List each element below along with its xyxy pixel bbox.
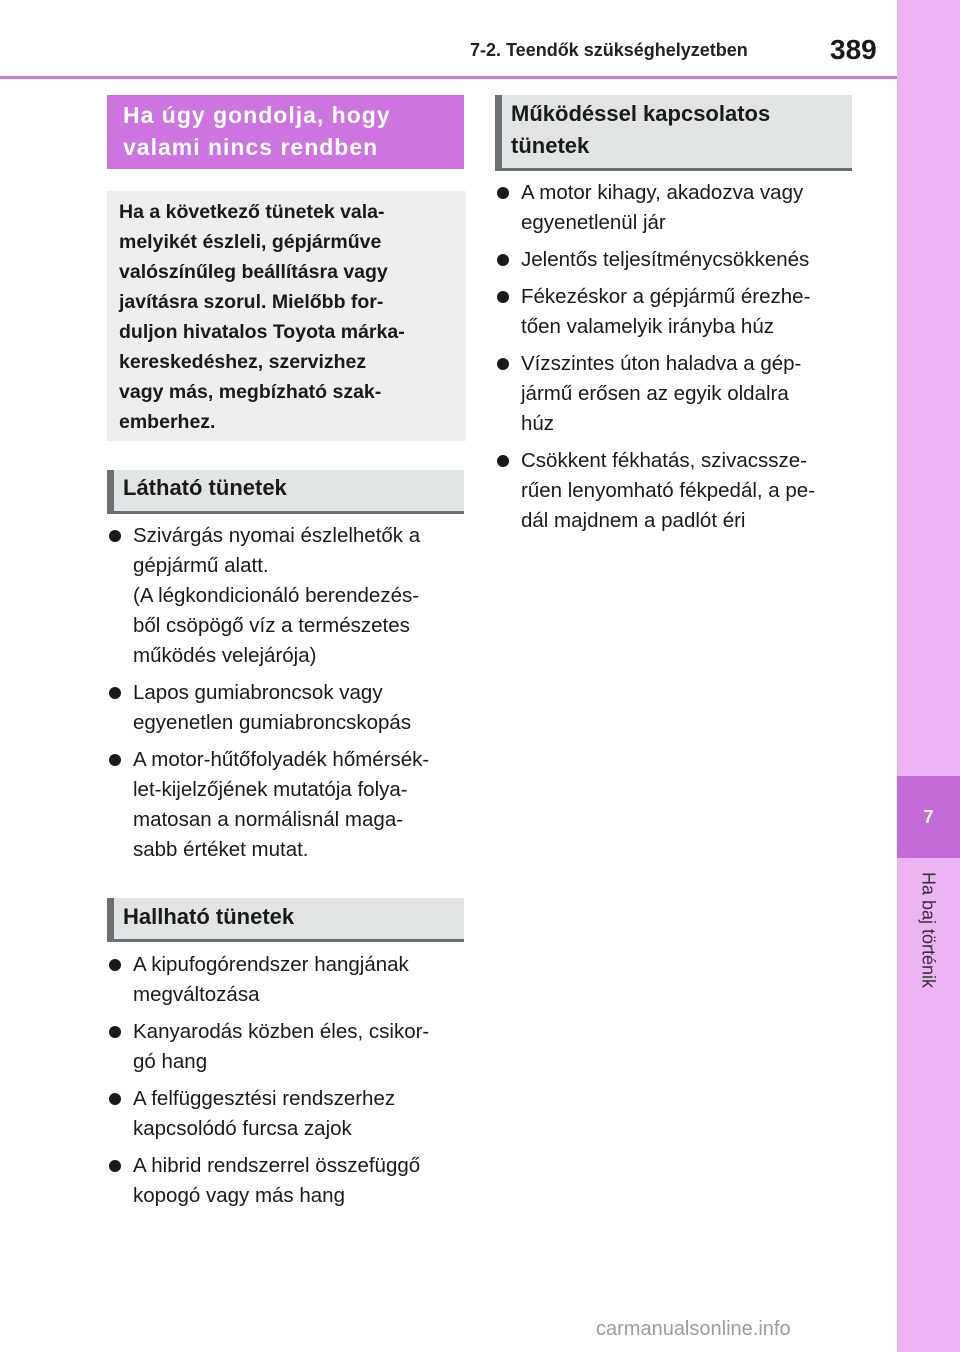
- intro-note: [107, 191, 466, 441]
- list-item-line: matosan a normálisnál maga-: [133, 808, 404, 831]
- audible-symptoms-list: [108, 950, 458, 1218]
- list-item-line: gépjármű alatt.: [133, 554, 269, 577]
- list-item-line: A kipufogórendszer hangjának: [133, 953, 409, 976]
- list-item-line: let-kijelzőjének mutatója folya-: [133, 778, 408, 801]
- chapter-side-tab: [897, 0, 960, 1352]
- list-item-line: Szivárgás nyomai észlelhetők a: [133, 524, 421, 547]
- intro-line: kereskedéshez, szervizhez: [119, 351, 367, 373]
- list-item: [108, 1017, 458, 1077]
- intro-line: melyikét észleli, gépjárműve: [119, 231, 382, 253]
- list-item-line: Jelentős teljesítménycsökkenés: [521, 248, 810, 271]
- list-item-line: (A légkondicionáló berendezés-: [133, 584, 420, 607]
- list-item-line: kapcsolódó furcsa zajok: [133, 1117, 352, 1140]
- list-item-line: megváltozása: [133, 983, 260, 1006]
- list-item-line: rűen lenyomható fékpedál, a pe-: [521, 479, 816, 502]
- list-item-line: egyenetlenül jár: [521, 211, 666, 234]
- list-item: [108, 678, 458, 738]
- list-item: [496, 245, 846, 275]
- list-item-line: egyenetlen gumiabroncskopás: [133, 711, 412, 734]
- intro-line: vagy más, megbízható szak-: [119, 381, 382, 403]
- list-item-line: Fékezéskor a gépjármű érezhe-: [521, 285, 811, 308]
- list-item: [108, 521, 458, 671]
- intro-line: emberhez.: [119, 411, 216, 433]
- list-item-line: ből csöpögő víz a természetes: [133, 614, 410, 637]
- list-item: [496, 282, 846, 342]
- watermark-link[interactable]: carmanualsonline.info: [596, 1318, 791, 1340]
- list-item: [496, 446, 846, 536]
- intro-line: duljon hivatalos Toyota márka-: [119, 321, 405, 343]
- list-item: [496, 178, 846, 238]
- list-item: [108, 950, 458, 1010]
- operation-symptoms-list: [496, 178, 846, 543]
- list-item: [108, 745, 458, 865]
- list-item-line: A hibrid rendszerrel összefüggő: [133, 1154, 421, 1177]
- list-item-line: húz: [521, 412, 555, 435]
- list-item-line: A motor-hűtőfolyadék hőmérsék-: [133, 748, 430, 771]
- list-item: [108, 1151, 458, 1211]
- list-item-line: jármű erősen az egyik oldalra: [521, 382, 789, 405]
- header-divider: [0, 76, 897, 79]
- list-item-line: tően valamelyik irányba húz: [521, 315, 774, 338]
- operation-symptoms-heading: [495, 95, 852, 171]
- main-heading-line: valami nincs rendben: [123, 134, 379, 160]
- list-item-line: sabb értéket mutat.: [133, 838, 309, 861]
- page-number: 389: [830, 34, 877, 65]
- list-item-line: Csökkent fékhatás, szivacssze-: [521, 449, 807, 472]
- intro-line: valószínűleg beállításra vagy: [119, 261, 388, 283]
- chapter-number: 7: [897, 776, 960, 858]
- list-item-line: Kanyarodás közben éles, csikor-: [133, 1020, 430, 1043]
- list-item-line: Vízszintes úton haladva a gép-: [521, 352, 802, 375]
- list-item-line: kopogó vagy más hang: [133, 1184, 345, 1207]
- intro-line: Ha a következő tünetek vala-: [119, 201, 385, 223]
- list-item-line: Lapos gumiabroncsok vagy: [133, 681, 383, 704]
- list-item-line: A motor kihagy, akadozva vagy: [521, 181, 804, 204]
- list-item-line: működés velejárója): [133, 644, 317, 667]
- main-heading: [107, 95, 464, 169]
- list-item-line: A felfüggesztési rendszerhez: [133, 1087, 396, 1110]
- chapter-title: Ha baj történik: [918, 872, 939, 989]
- operation-heading-line: tünetek: [511, 133, 590, 158]
- list-item: [496, 349, 846, 439]
- audible-symptoms-heading: Hallható tünetek: [107, 898, 464, 942]
- operation-heading-line: Működéssel kapcsolatos: [511, 101, 771, 126]
- main-heading-line: Ha úgy gondolja, hogy: [123, 102, 391, 128]
- list-item-line: dál majdnem a padlót éri: [521, 509, 746, 532]
- visible-symptoms-heading: Látható tünetek: [107, 470, 464, 514]
- list-item-line: gó hang: [133, 1050, 208, 1073]
- intro-line: javításra szorul. Mielőbb for-: [119, 291, 384, 313]
- visible-symptoms-list: [108, 521, 458, 872]
- list-item: [108, 1084, 458, 1144]
- section-title: 7-2. Teendők szükséghelyzetben: [470, 40, 748, 60]
